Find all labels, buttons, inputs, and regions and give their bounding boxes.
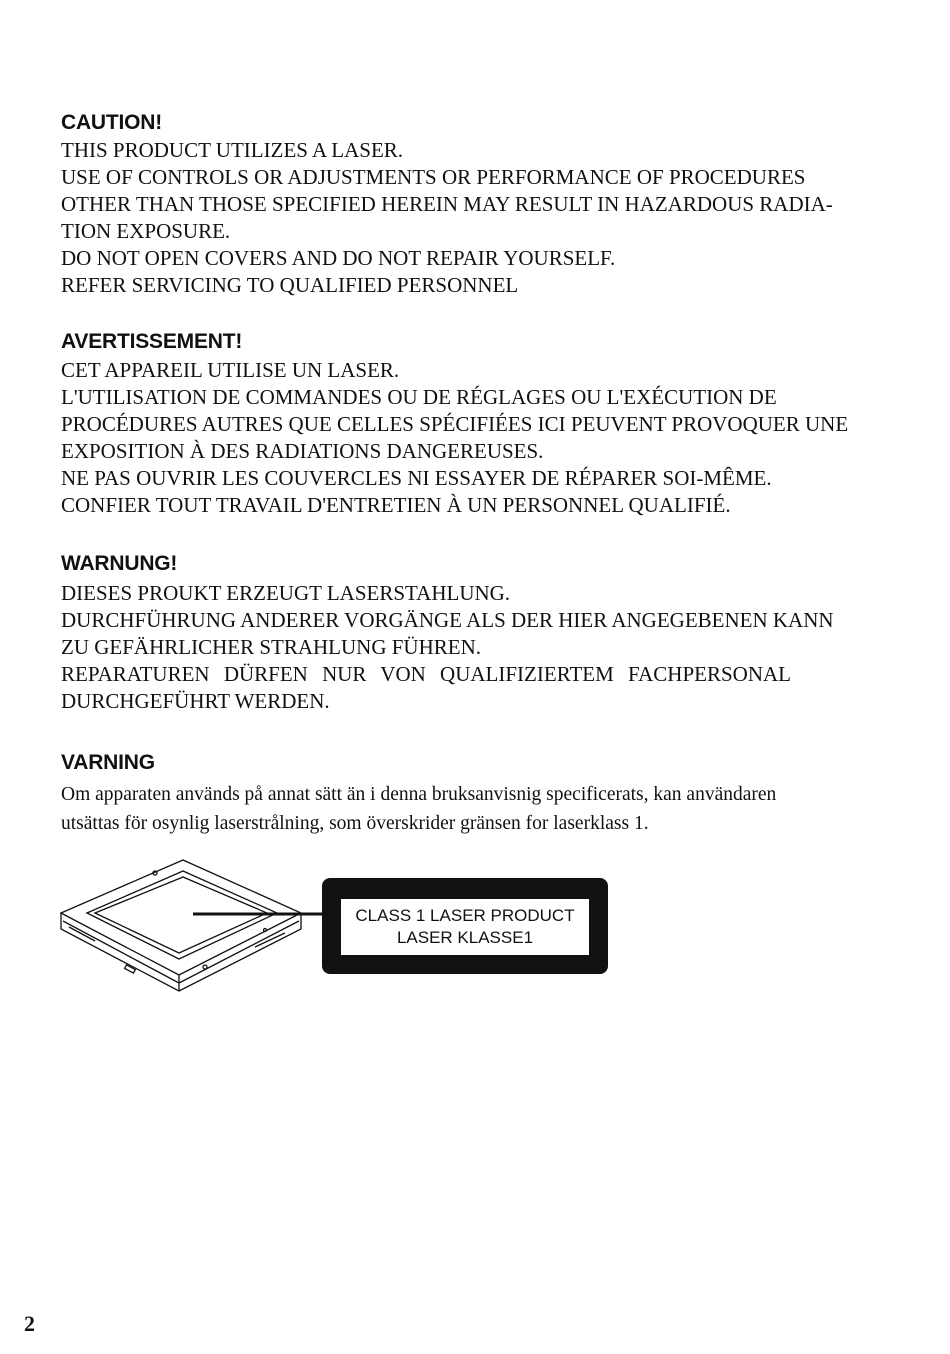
avertissement-line: NE PAS OUVRIR LES COUVERCLES NI ESSAYER DE RÉPARER SOI-MÊME. (61, 466, 772, 490)
label-line-2: LASER KLASSE1 (396, 928, 534, 947)
avertissement-text (61, 357, 848, 519)
warnung-line: DURCHFÜHRUNG ANDERER VORGÄNGE ALS DER HIER ANGEGEBENEN KANN (61, 608, 834, 632)
avertissement-line: L'UTILISATION DE COMMANDES OU DE RÉGLAGES OU L'EXÉCUTION DE (61, 385, 777, 409)
caution-line: THIS PRODUCT UTILIZES A LASER. (61, 138, 404, 162)
avertissement-line: EXPOSITION À DES RADIATIONS DANGEREUSES. (61, 439, 544, 463)
drive-screw (203, 965, 207, 969)
avertissement-line: PROCÉDURES AUTRES QUE CELLES SPÉCIFIÉES ICI PEUVENT PROVOQUER UNE (61, 412, 849, 436)
varning-line: utsättas för osynlig laserstrålning, som överskrider gränsen for laserklass 1. (61, 813, 649, 834)
varning-line: Om apparaten används på annat sätt än i denna bruksanvisnig specificerats, kan användaren (61, 784, 777, 805)
laser-class-label-inner (340, 898, 590, 956)
caution-heading: CAUTION! (61, 111, 163, 134)
caution-line: TION EXPOSURE. (61, 219, 231, 243)
drive-button (125, 965, 136, 973)
warnung-text (61, 580, 834, 715)
page-number: 2 (24, 1311, 35, 1336)
label-line-1: CLASS 1 LASER PRODUCT (355, 906, 575, 925)
warnung-line: REPARATUREN DÜRFEN NUR VON QUALIFIZIERTEM FACHPERSONAL (61, 662, 791, 686)
warnung-line: DIESES PROUKT ERZEUGT LASERSTAHLUNG. (61, 581, 511, 605)
warnung-heading: WARNUNG! (61, 552, 178, 575)
caution-text (61, 137, 833, 299)
caution-line: USE OF CONTROLS OR ADJUSTMENTS OR PERFORMANCE OF PROCEDURES (61, 165, 806, 189)
varning-text (61, 780, 776, 838)
avertissement-line: CONFIER TOUT TRAVAIL D'ENTRETIEN À UN PERSONNEL QUALIFIÉ. (61, 493, 731, 517)
laser-class-label (322, 878, 608, 974)
avertissement-line: CET APPAREIL UTILISE UN LASER. (61, 358, 400, 382)
warnung-line: DURCHGEFÜHRT WERDEN. (61, 689, 330, 713)
caution-line: DO NOT OPEN COVERS AND DO NOT REPAIR YOURSELF. (61, 246, 616, 270)
warnung-line: ZU GEFÄHRLICHER STRAHLUNG FÜHREN. (61, 635, 482, 659)
caution-line: REFER SERVICING TO QUALIFIED PERSONNEL (61, 273, 519, 297)
avertissement-heading: AVERTISSEMENT! (61, 330, 243, 353)
caution-line: OTHER THAN THOSE SPECIFIED HEREIN MAY RESULT IN HAZARDOUS RADIA- (61, 192, 833, 216)
varning-heading: VARNING (61, 751, 155, 774)
